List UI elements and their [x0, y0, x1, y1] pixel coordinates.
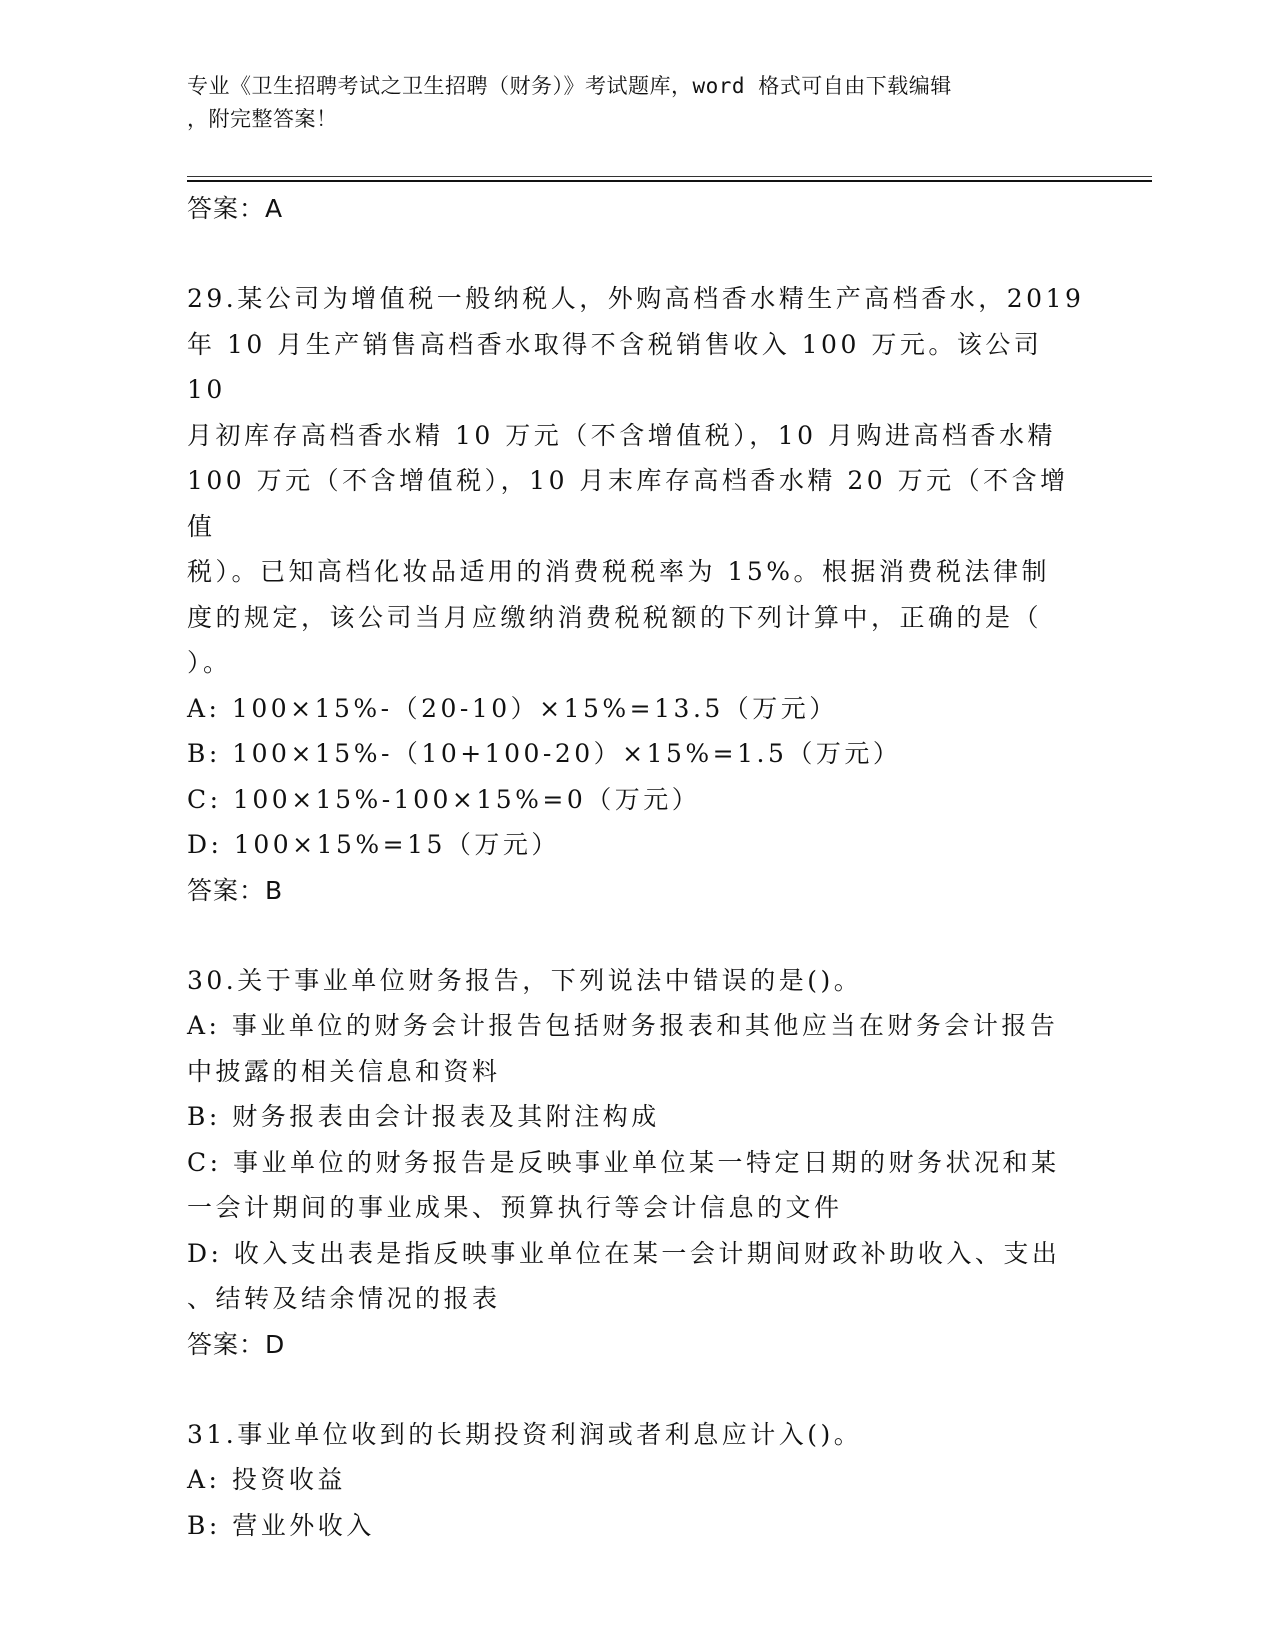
question-30-option-a: A: 事业单位的财务会计报告包括财务报表和其他应当在财务会计报告 [187, 1011, 1059, 1040]
question-29-line: 税）。已知高档化妆品适用的消费税税率为 15%。根据消费税法律制 [187, 557, 1051, 586]
question-30-answer: 答案：D [187, 1329, 286, 1359]
question-29-line: 月初库存高档香水精 10 万元（不含增值税），10 月购进高档香水精 [187, 420, 1056, 450]
question-29-line: 100 万元（不含增值税），10 月末库存高档香水精 20 万元（不含增值 [187, 466, 1069, 541]
question-31 [187, 1412, 1087, 1549]
question-30-option-d-cont: 、结转及结余情况的报表 [187, 1284, 501, 1313]
question-31-line: 31.事业单位收到的长期投资利润或者利息应计入()。 [187, 1419, 863, 1449]
header-line-1: 专业《卫生招聘考试之卫生招聘（财务）》考试题库，word 格式可自由下载编辑 [187, 74, 952, 98]
previous-answer: 答案：A [187, 194, 284, 223]
document-header [187, 70, 1067, 136]
question-30 [187, 958, 1087, 1368]
question-30-option-c: C: 事业单位的财务报告是反映事业单位某一特定日期的财务状况和某 [187, 1147, 1060, 1177]
question-29-answer: 答案：B [187, 875, 284, 905]
question-29-option-a: A: 100×15%-（20-10）×15%=13.5（万元） [187, 693, 838, 723]
question-list [187, 186, 1087, 1548]
header-divider-thin [187, 176, 1152, 177]
question-30-option-d: D: 收入支出表是指反映事业单位在某一会计期间财政补助收入、支出 [187, 1238, 1061, 1268]
question-29-line: ）。 [187, 648, 232, 677]
question-31-option-a: A: 投资收益 [187, 1465, 346, 1494]
question-30-option-a-cont: 中披露的相关信息和资料 [187, 1056, 501, 1086]
question-29-line: 度的规定，该公司当月应缴纳消费税税额的下列计算中，正确的是（ [187, 602, 1043, 632]
question-29-line: 29.某公司为增值税一般纳税人，外购高档香水精生产高档香水，2019 [187, 284, 1085, 313]
question-29-option-d: D: 100×15%=15（万元） [187, 830, 560, 859]
question-29-option-c: C: 100×15%-100×15%=0（万元） [187, 784, 701, 814]
question-29-option-b: B: 100×15%-（10+100-20）×15%=1.5（万元） [187, 739, 902, 768]
header-line-2: ，附完整答案！ [187, 107, 338, 131]
question-30-option-c-cont: 一会计期间的事业成果、预算执行等会计信息的文件 [187, 1193, 843, 1222]
question-31-option-b: B: 营业外收入 [187, 1510, 375, 1540]
question-30-line: 30.关于事业单位财务报告，下列说法中错误的是()。 [187, 965, 863, 995]
question-30-option-b: B: 财务报表由会计报表及其附注构成 [187, 1102, 660, 1131]
question-29 [187, 276, 1087, 914]
question-29-line: 年 10 月生产销售高档香水取得不含税销售收入 100 万元。该公司 10 [187, 329, 1043, 404]
header-divider-thick [187, 180, 1152, 182]
